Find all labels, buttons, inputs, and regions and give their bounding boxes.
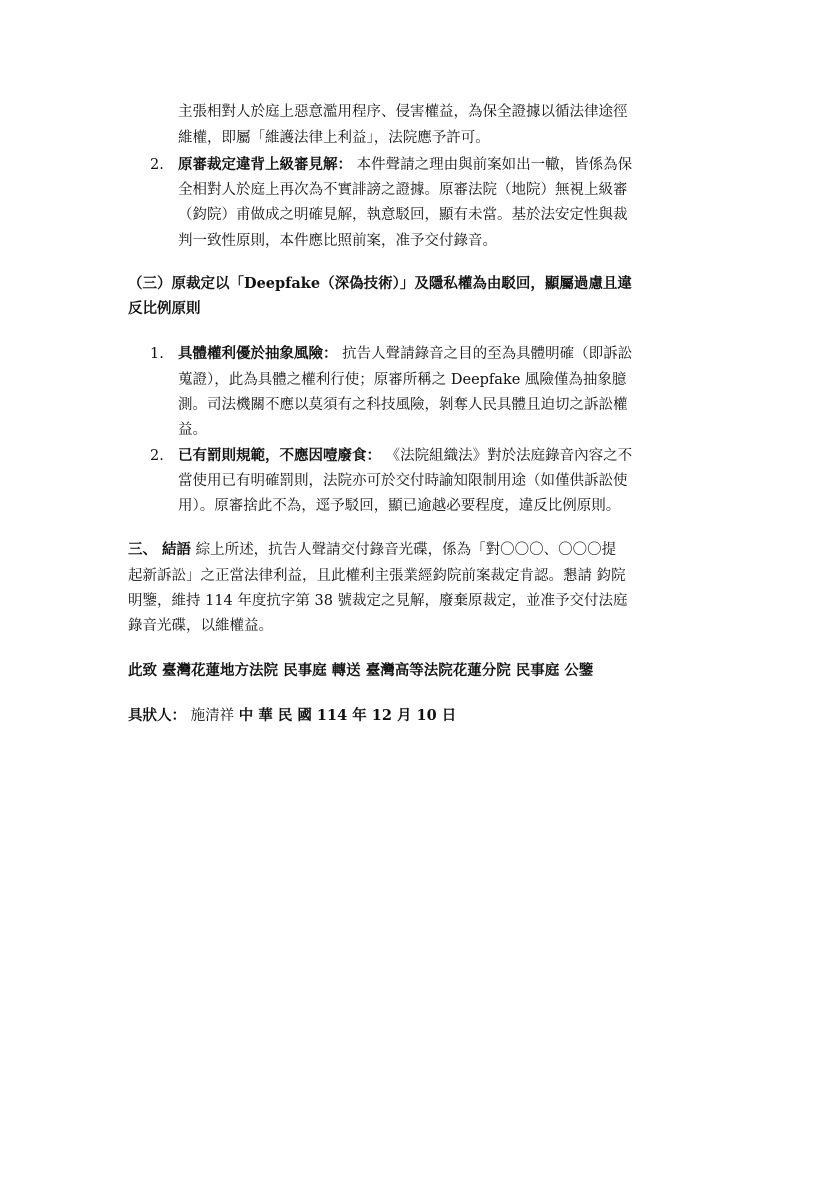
signature-label: 具狀人： (128, 707, 186, 724)
list-item-first-line (178, 155, 632, 175)
paragraph-line: 全相對人於庭上再次為不實誹謗之證據。原審法院（地院）無視上級審 (178, 182, 628, 198)
list-number: 2. (150, 448, 164, 464)
list-item-text: 《法院組織法》對於法庭錄音內容之不 (381, 448, 633, 464)
paragraph-line: 起新訴訟」之正當法律利益，且此權利主張業經鈞院前案裁定肯認。懇請 鈞院 (128, 568, 626, 584)
paragraph-line: 主張相對人於庭上惡意濫用程序、侵害權益，為保全證據以循法律途徑 (178, 104, 628, 120)
list-number: 2. (150, 157, 164, 173)
paragraph-line: （鈞院）甫做成之明確見解，執意駁回，顯有未當。基於法安定性與裁 (178, 207, 628, 223)
list-item-first-line (178, 446, 632, 466)
paragraph-line: 當使用已有明確罰則，法院亦可於交付時諭知限制用途（如僅供訴訟使 (178, 473, 628, 489)
conclusion-text: 綜上所述，抗告人聲請交付錄音光碟，係為「對〇〇〇、〇〇〇提 (191, 542, 617, 558)
paragraph-line: 判一致性原則，本件應比照前案，准予交付錄音。 (178, 233, 497, 249)
paragraph-line: 明鑒，維持 114 年度抗字第 38 號裁定之見解，廢棄原裁定，並准予交付法庭 (128, 593, 628, 609)
signature-date: 中 華 民 國 114 年 12 月 10 日 (238, 707, 457, 724)
list-item-heading: 原審裁定違背上級審見解： (178, 156, 352, 173)
list-item-text: 抗告人聲請錄音之目的至為具體明確（即訴訟 (337, 346, 633, 362)
section-heading: 反比例原則 (128, 300, 201, 317)
list-number: 1. (150, 346, 164, 362)
signer-name: 施清祥 (186, 708, 239, 724)
paragraph-line: 用）。原審捨此不為，逕予駁回，顯已逾越必要程度，違反比例原則。 (178, 498, 621, 514)
list-item-heading: 具體權利優於抽象風險： (178, 345, 338, 362)
conclusion-label: 三、 結語 (128, 541, 192, 558)
paragraph-line: 益。 (178, 422, 207, 438)
paragraph-line: 測。司法機關不應以莫須有之科技風險，剝奪人民具體且迫切之訴訟權 (178, 397, 628, 413)
paragraph-line: 蒐證），此為具體之權利行使；原審所稱之 Deepfake 風險僅為抽象臆 (178, 372, 627, 388)
list-item-heading: 已有罰則規範，不應因噎廢食： (178, 447, 381, 464)
paragraph-line: 錄音光碟，以維權益。 (128, 618, 273, 634)
signature-line (128, 706, 456, 726)
list-item-text: 本件聲請之理由與前案如出一轍，皆係為保 (352, 157, 633, 173)
conclusion-first-line (128, 540, 616, 560)
section-heading: （三）原裁定以「Deepfake（深偽技術）」及隱私權為由駁回，顯屬過慮且違 (128, 275, 632, 292)
list-item-first-line (178, 344, 632, 364)
paragraph-line: 維權，即屬「維護法律上利益」，法院應予許可。 (178, 130, 490, 146)
addressee-line: 此致 臺灣花蓮地方法院 民事庭 轉送 臺灣高等法院花蓮分院 民事庭 公鑒 (128, 662, 594, 679)
